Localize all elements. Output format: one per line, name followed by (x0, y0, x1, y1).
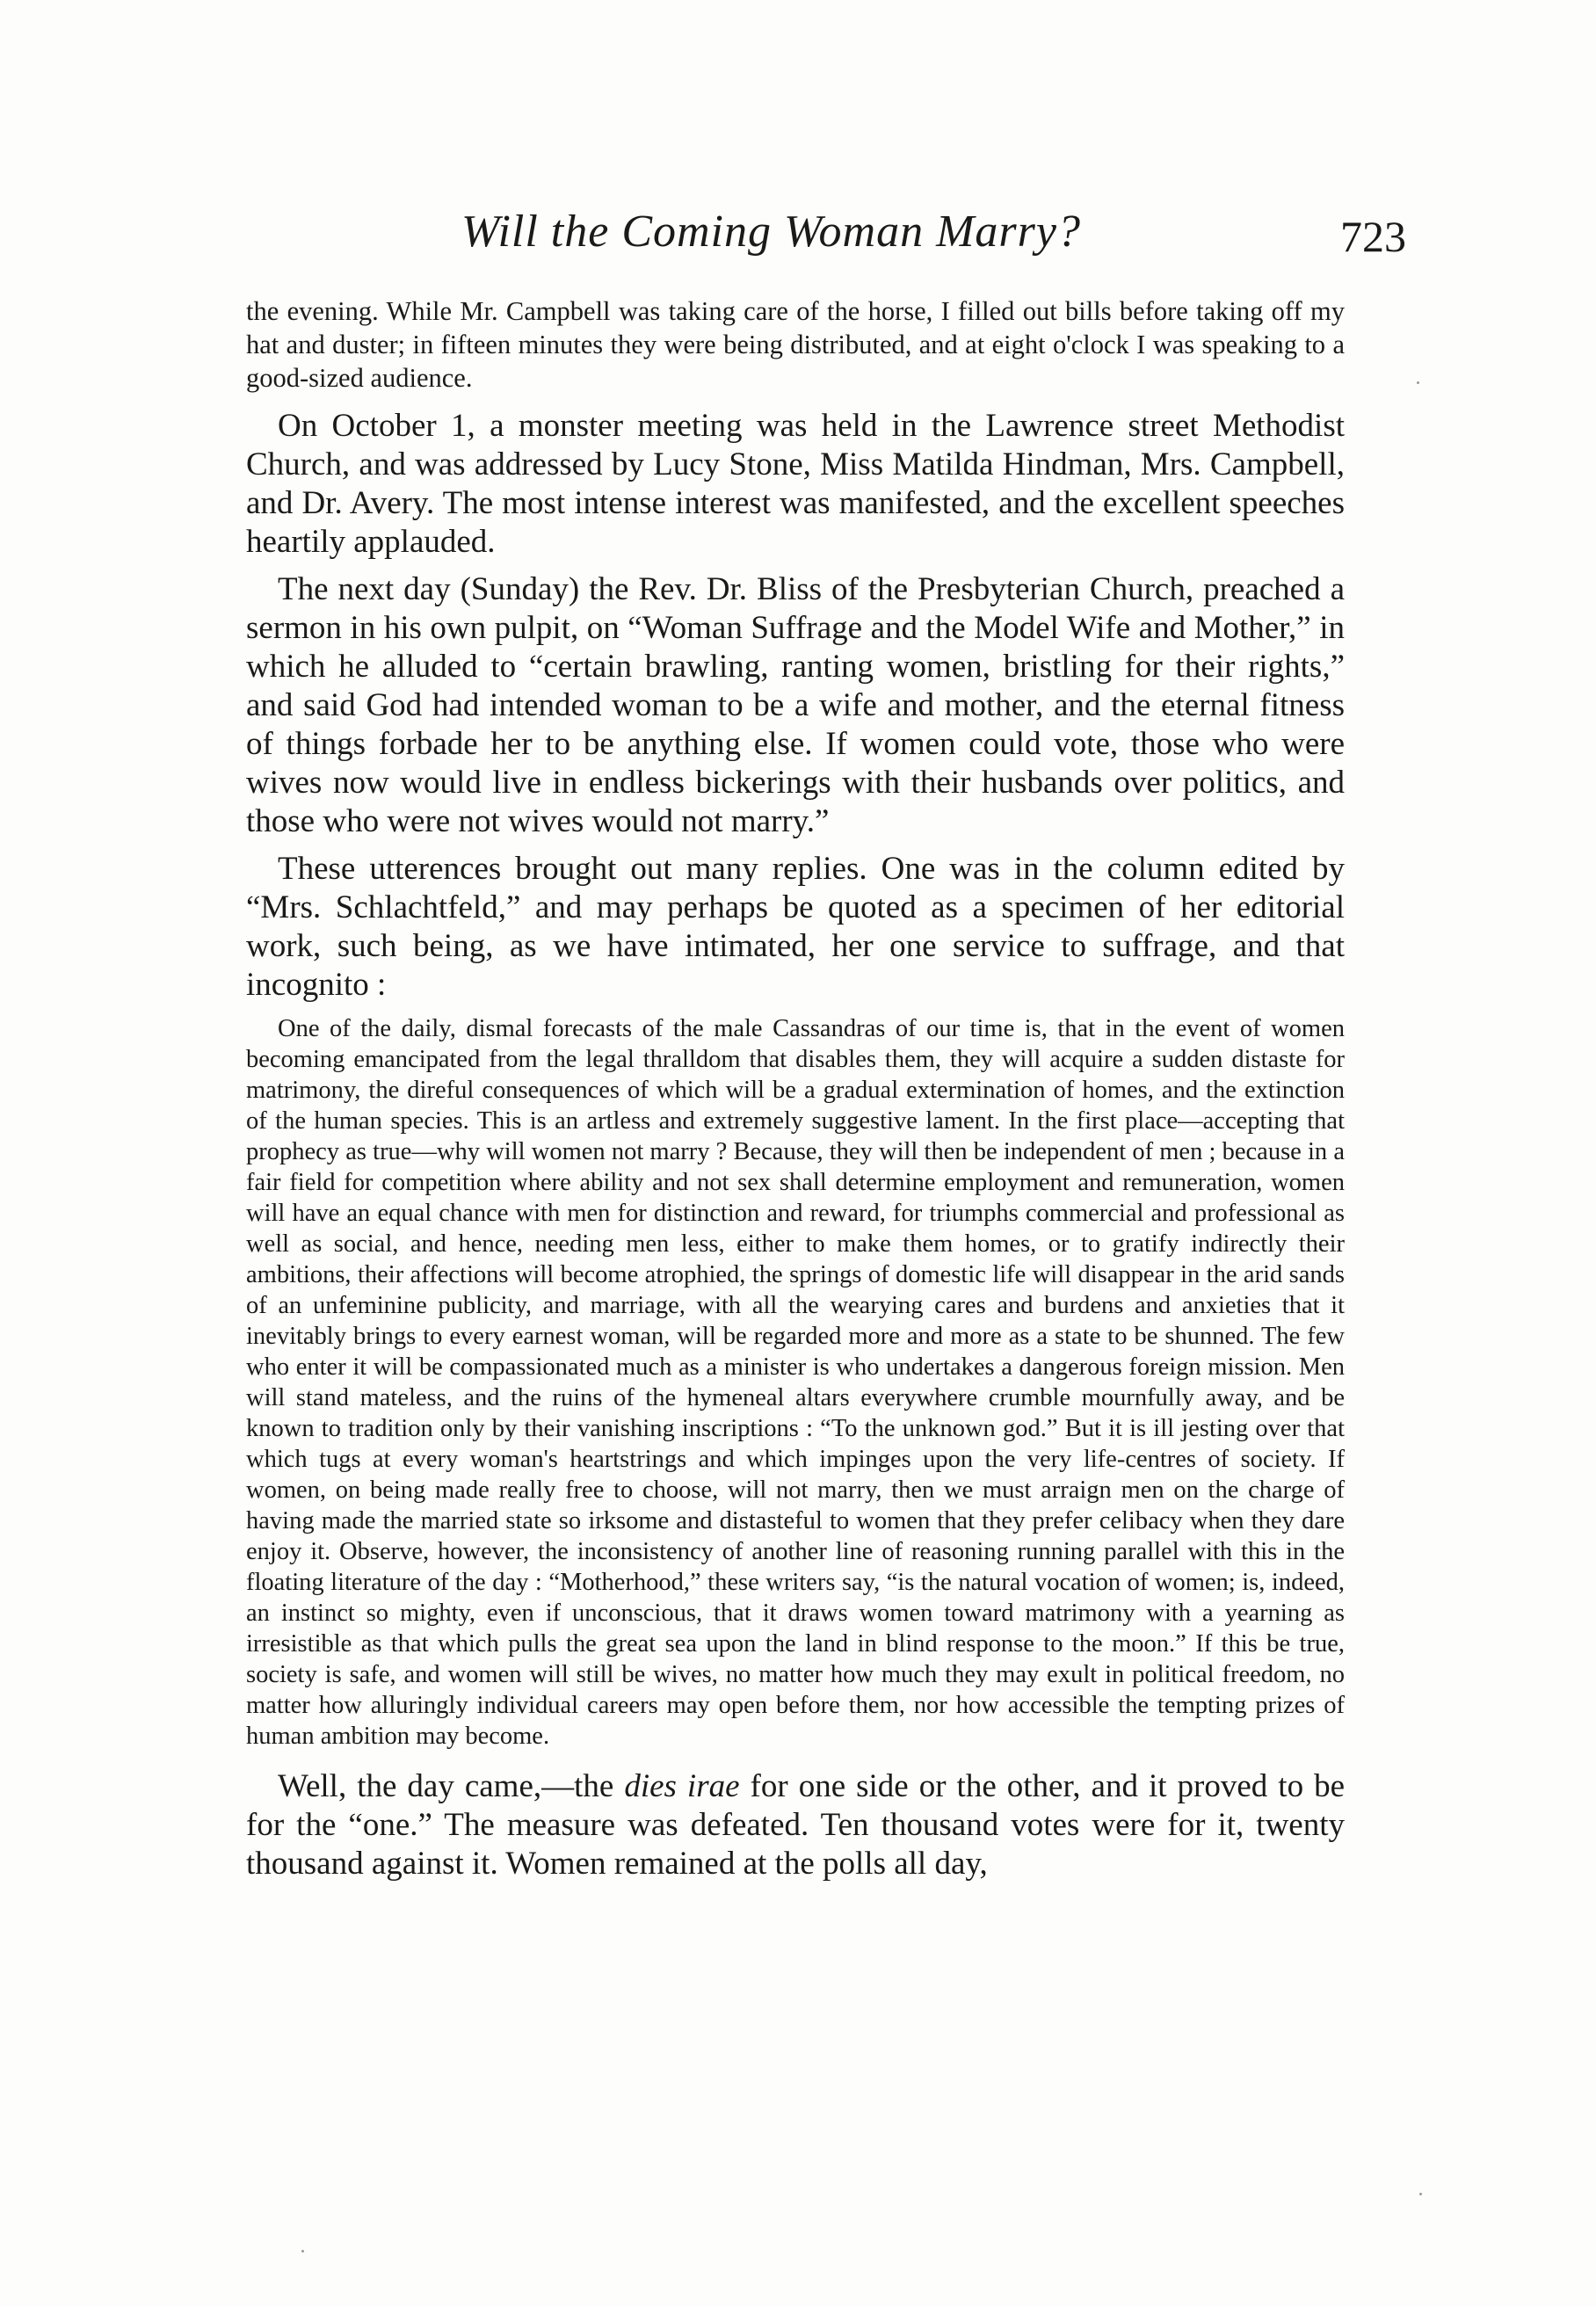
paper-speck (301, 2250, 304, 2253)
closing-text-rest: for one side or the other, and it proved to be for the “one.” The measure was defeated. Ten thousand votes were for it, twenty thousand against it. Women remained at the polls all day, (246, 1768, 1345, 1882)
paper-speck (1417, 381, 1419, 384)
paper-speck (1419, 2193, 1422, 2195)
closing-text-start: Well, the day came,—the (278, 1768, 625, 1804)
paragraph-closing (246, 1767, 1345, 1883)
running-head (246, 193, 1406, 281)
paragraph-sermon: The next day (Sunday) the Rev. Dr. Bliss of the Presbyterian Church, preached a sermon in his own pulpit, on “Woman Suffrage and the Model Wife and Mother,” in which he alluded to “certain brawling, ranting women, bristling for their rights,” and said God had intended woman to be a wife and mother, and the eternal fitness of things forbade her to be anything else. If women could vote, those who were wives now would live in endless bickerings with their husbands over politics, and those who were not wives would not marry.” (246, 571, 1345, 839)
page-number: 723 (1340, 212, 1406, 261)
closing-italic-phrase: dies irae (624, 1768, 740, 1804)
paragraph-replies: These utterences brought out many replies. One was in the column edited by “Mrs. Schlachtfeld,” and may perhaps be quoted as a specimen of her editorial work, such being, as we have intimated, her one service to suffrage, and that incognito : (246, 851, 1345, 1003)
running-title: Will the Coming Woman Marry? (461, 207, 1081, 257)
block-quotation: One of the daily, dismal forecasts of the male Cassandras of our time is, that in the event of women becoming emancipated from the legal thralldom that disables them, they will acquire a sudden distaste for matrimony, the direful consequences of which will be a gradual extermination of homes, and the extinction of the human species. This is an artless and extremely suggestive lament. In the first place—accepting that prophecy as true—why will women not marry ? Because, they will then be independent of men ; because in a fair field for competition where ability and not sex shall determine employment and remuneration, women will have an equal chance with men for distinction and reward, for triumphs commercial and professional as well as social, and hence, needing men less, either to make them homes, or to gratify indirectly their ambitions, their affections will become atrophied, the springs of domestic life will disappear in the arid sands of an unfeminine publicity, and marriage, with all the wearying cares and burdens and anxieties that it inevitably brings to every earnest woman, will be regarded more and more as a state to be shunned. The few who enter it will be compassionated much as a minister is who undertakes a dangerous foreign mission. Men will stand mateless, and the ruins of the hymeneal altars everywhere crumble mournfully away, and be known to tradition only by their vanishing inscriptions : “To the unknown god.” But it is ill jesting over that which tugs at every woman's heartstrings and which impinges upon the very life-centres of society. If women, on being made really free to choose, will not marry, then we must arraign men on the charge of having made the married state so irksome and distasteful to women that they prefer celibacy when they dare enjoy it. Observe, however, the inconsistency of another line of reasoning running parallel with this in the floating literature of the day : “Motherhood,” these writers say, “is the natural vocation of women; is, indeed, an instinct so mighty, even if unconscious, that it draws women toward matrimony with a yearning as irresistible as that which pulls the great sea upon the land in blind response to the moon.” If this be true, society is safe, and women will still be wives, no matter how much they may exult in political freedom, no matter how alluringly individual careers may open before them, nor how accessible the tempting prizes of human ambition may become. (246, 1015, 1345, 1750)
opening-paragraph: the evening. While Mr. Campbell was taking care of the horse, I filled out bills before taking off my hat and duster; in fifteen minutes they were being distributed, and at eight o'clock I was speaking to a good-sized audience. (246, 296, 1345, 393)
article-body (246, 294, 1345, 1892)
paragraph-meeting: On October 1, a monster meeting was held in the Lawrence street Methodist Church, and was addressed by Lucy Stone, Miss Matilda Hindman, Mrs. Campbell, and Dr. Avery. The most intense interest was manifested, and the excellent speeches heartily applauded. (246, 408, 1345, 560)
